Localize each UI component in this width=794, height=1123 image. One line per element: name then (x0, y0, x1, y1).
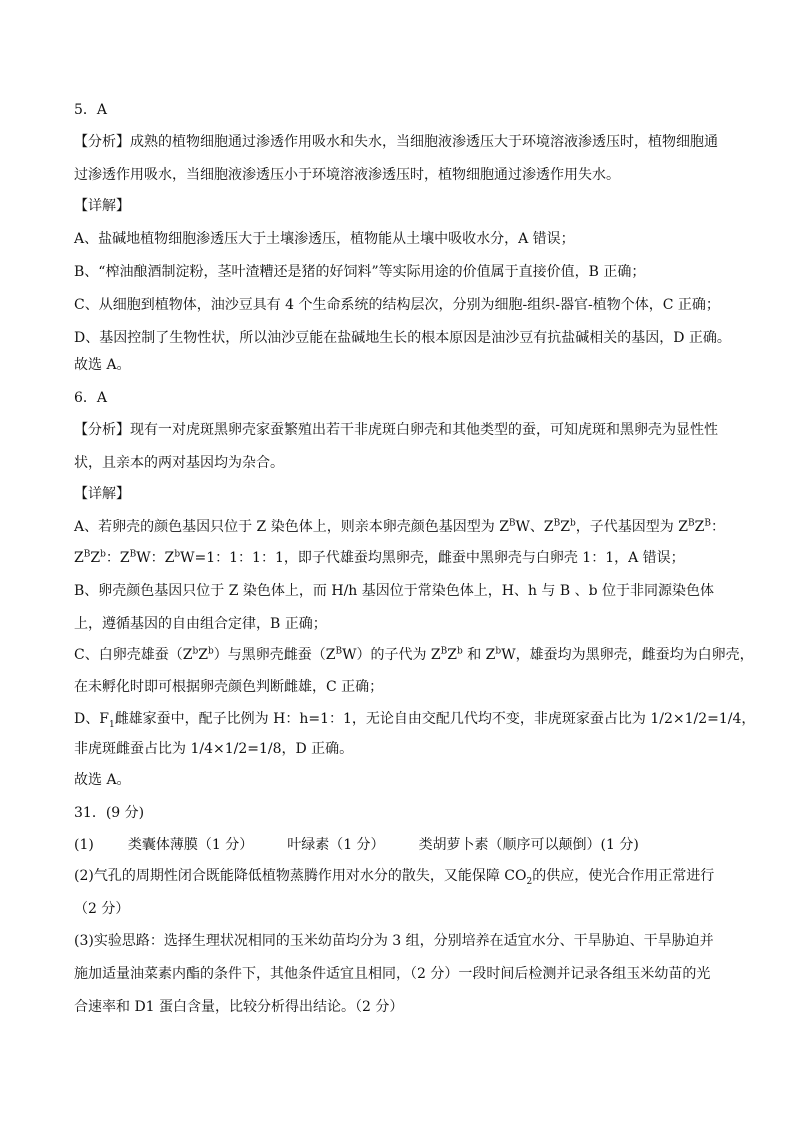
q6-option-c-line2: 在未孵化时即可根据卵壳颜色判断雌雄，C 正确； (74, 679, 384, 695)
q31-number: 31．(9 分) (74, 805, 145, 821)
q5-number: 5．A (74, 102, 108, 118)
q31-part3: (3)实验思路：选择生理状况相同的玉米幼苗均分为 3 组，分别培养在适宜水分、干旱胁迫、干旱胁迫并施加适量油菜素内酯的条件下，其他条件适宜且相同，（2 分）一段时间后检测并记录各组玉米幼苗的光合速率和 D1 蛋白含量，比较分析得出结论。（2 分） (74, 933, 714, 1015)
q5-analysis (74, 126, 722, 192)
q5-answer: 故选 A。 (74, 357, 131, 373)
q6-option-d-line2: 非虎斑雌蚕占比为 1/4×1/2=1/8，D 正确。 (74, 741, 354, 757)
q6-answer: 故选 A。 (74, 772, 131, 788)
analysis-text: 成熟的植物细胞通过渗透作用吸水和失水，当细胞液渗透压大于环境溶液渗透压时，植物细胞通过渗透作用吸水，当细胞液渗透压小于环境溶液渗透压时，植物细胞通过渗透作用失水。 (74, 134, 718, 183)
analysis-label: 【分析】 (74, 422, 130, 438)
q6-option-a-line2: $Z^BZ^b$：$Z^BW$：$Z^bW=1$：1：1：1，即子代雄蚕均黑卵壳，雌蚕中黑卵壳与白卵壳 1：1，A 错误； (74, 549, 685, 566)
q6-detail-label: 【详解】 (74, 486, 130, 502)
q5-option-a: A、盐碱地植物细胞渗透压大于土壤渗透压，植物能从土壤中吸收水分，A 错误； (74, 231, 575, 247)
q6-option-d-line1: D、$F_1$雌雄家蚕中，配子比例为 H：h=1：1，无论自由交配几代均不变，非虎斑家蚕占比为 1/2×1/2=1/4， (74, 711, 756, 730)
q31-part2: (2)气孔的周期性闭合既能降低植物蒸腾作用对水分的散失，又能保障 $CO_2$的供应，使光合作用正常进行（2 分） (74, 868, 715, 917)
analysis-label: 【分析】 (74, 134, 130, 150)
q31-part1: (1) 类囊体薄膜（1 分） 叶绿素（1 分） 类胡萝卜素（顺序可以颠倒）(1 分) (74, 837, 639, 853)
q6-option-c-line1: C、白卵壳雄蚕$(Z^bZ^b)$与黑卵壳雌蚕$(Z^BW)$的子代为 $Z^BZ^b$ 和 $Z^bW$，雄蚕均为黑卵壳，雌蚕均为白卵壳， (74, 646, 754, 663)
q6-option-b: B、卵壳颜色基因只位于 Z 染色体上，而 H/h 基因位于常染色体上，H、h 与 B 、b 位于非同源染色体上，遵循基因的自由组合定律，B 正确； (74, 583, 715, 632)
q6-number: 6．A (74, 390, 108, 406)
q6-analysis (74, 414, 722, 480)
q5-option-d: D、基因控制了生物性状，所以油沙豆能在盐碱地生长的根本原因是油沙豆有抗盐碱相关的基因，D 正确。 (74, 330, 731, 346)
q6-option-a-line1: A、若卵壳的颜色基因只位于 Z 染色体上，则亲本卵壳颜色基因型为 $Z^BW$、$Z^BZ^b$，子代基因型为 $Z^BZ^B$： (74, 518, 725, 535)
q5-option-b: B、“榨油酿酒制淀粉，茎叶渣糟还是猪的好饲料”等实际用途的价值属于直接价值，B 正确； (74, 264, 646, 280)
q5-option-c: C、从细胞到植物体，油沙豆具有 4 个生命系统的结构层次，分别为细胞-组织-器官-植物个体，C 正确； (74, 297, 720, 313)
analysis-text: 现有一对虎斑黑卵壳家蚕繁殖出若干非虎斑白卵壳和其他类型的蚕，可知虎斑和黑卵壳为显性性状，且亲本的两对基因均为杂合。 (74, 422, 718, 471)
q5-detail-label: 【详解】 (74, 198, 130, 214)
